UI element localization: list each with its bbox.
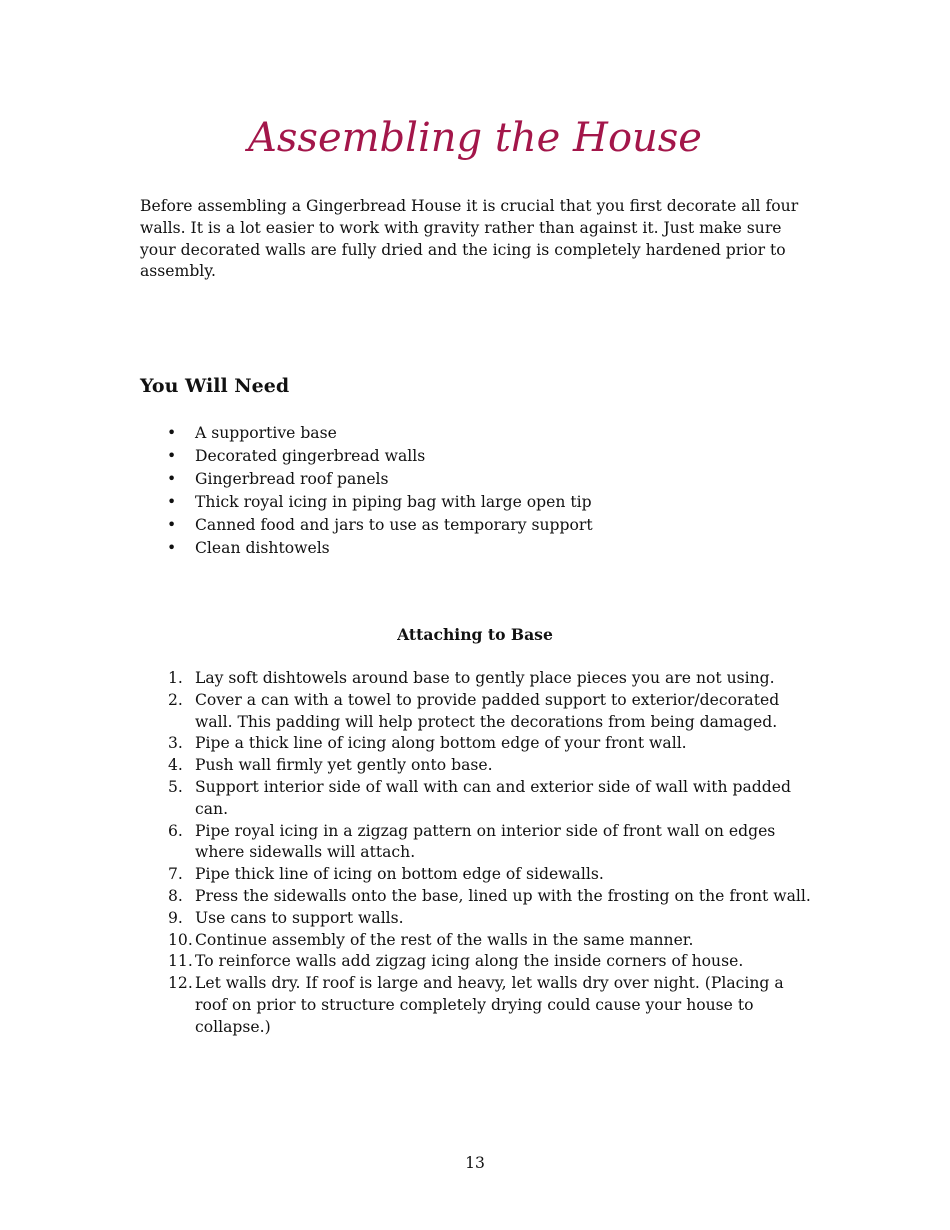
step-item	[140, 777, 820, 821]
page-title: Assembling the House	[248, 115, 702, 161]
intro-paragraph: Before assembling a Gingerbread House it is crucial that you first decorate all four walls. It is a lot easier to work with gravity rather than against it. Just make sure your decorated walls are fully dried and the icing is completely hardened prior to assembly.	[140, 197, 799, 281]
step-item	[140, 973, 820, 1038]
step-number: 11.	[168, 952, 193, 971]
list-item	[140, 445, 593, 468]
step-text: Support interior side of wall with can and exterior side of wall with padded can.	[195, 777, 791, 818]
step-item	[140, 930, 820, 952]
you-will-need-heading: You Will Need	[140, 375, 290, 397]
step-number: 10.	[168, 930, 193, 949]
step-number: 6.	[168, 821, 183, 840]
step-item	[140, 821, 820, 865]
step-text: Pipe royal icing in a zigzag pattern on interior side of front wall on edges where sidewalls will attach.	[195, 821, 776, 862]
step-text: Pipe thick line of icing on bottom edge of sidewalls.	[195, 865, 604, 884]
list-item	[140, 491, 593, 514]
step-number: 5.	[168, 777, 183, 796]
list-item	[140, 537, 593, 560]
step-text: Pipe a thick line of icing along bottom edge of your front wall.	[195, 734, 687, 753]
step-item	[140, 886, 820, 908]
bullet-icon: •	[167, 538, 177, 557]
list-item-text: A supportive base	[195, 424, 337, 442]
step-text: Push wall firmly yet gently onto base.	[195, 756, 493, 775]
step-item	[140, 690, 820, 734]
step-number: 2.	[168, 690, 183, 709]
step-text: Press the sidewalls onto the base, lined up with the frosting on the front wall.	[195, 886, 811, 905]
step-text: Lay soft dishtowels around base to gently place pieces you are not using.	[195, 669, 775, 687]
step-item	[140, 733, 820, 755]
step-number: 8.	[168, 886, 183, 905]
step-item	[140, 908, 820, 930]
bullet-icon: •	[167, 469, 177, 488]
step-number: 3.	[168, 734, 183, 753]
step-text: Let walls dry. If roof is large and heavy, let walls dry over night. (Placing a roof on prior to structure completely drying could cause your house to collapse.)	[195, 974, 784, 1036]
step-number: 9.	[168, 908, 183, 927]
step-item	[140, 668, 820, 690]
bullet-icon: •	[167, 492, 177, 511]
step-item	[140, 755, 820, 777]
assembly-steps-list	[140, 668, 820, 1039]
list-item-text: Clean dishtowels	[195, 538, 330, 557]
list-item-text: Decorated gingerbread walls	[195, 446, 426, 465]
step-number: 4.	[168, 756, 183, 775]
step-item	[140, 951, 820, 973]
bullet-icon: •	[167, 446, 177, 465]
attaching-to-base-heading: Attaching to Base	[397, 625, 553, 644]
step-item	[140, 864, 820, 886]
step-number: 7.	[168, 865, 183, 884]
page-number: 13	[465, 1154, 485, 1172]
bullet-icon: •	[167, 424, 177, 442]
step-number: 12.	[168, 974, 193, 993]
list-item	[140, 422, 593, 445]
bullet-icon: •	[167, 515, 177, 534]
step-text: Continue assembly of the rest of the walls in the same manner.	[195, 930, 694, 949]
list-item-text: Canned food and jars to use as temporary support	[195, 515, 593, 534]
step-text: Use cans to support walls.	[195, 908, 404, 927]
list-item	[140, 514, 593, 537]
step-text: Cover a can with a towel to provide padded support to exterior/decorated wall. This padding will help protect the decorations from being damaged.	[195, 690, 780, 731]
list-item-text: Gingerbread roof panels	[195, 469, 389, 488]
step-text: To reinforce walls add zigzag icing along the inside corners of house.	[195, 952, 744, 971]
list-item	[140, 468, 593, 491]
step-number: 1.	[168, 669, 183, 687]
supplies-list	[140, 422, 593, 559]
list-item-text: Thick royal icing in piping bag with large open tip	[195, 492, 592, 511]
